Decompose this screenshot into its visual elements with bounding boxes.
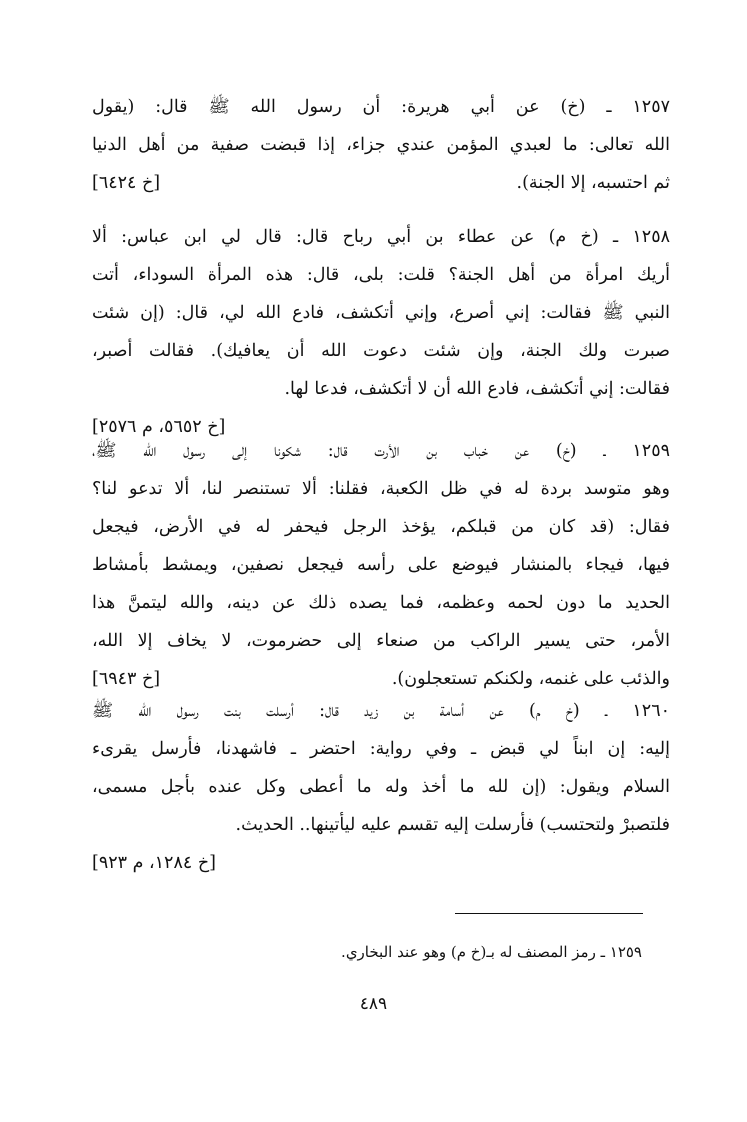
footnote-divider bbox=[455, 913, 643, 914]
text-line: أريك امرأة من أهل الجنة؟ قلت: بلى، قال: هذه المرأة السوداء، أتت bbox=[92, 265, 670, 285]
hadith-reference: [خ ٦٤٢٤] bbox=[92, 173, 161, 193]
hadith-1257 bbox=[92, 88, 670, 202]
text-line: ١٢٥٩ ـ (خ) عن خباب بن الأرت قال: شكونا إلى رسول الله ﷺ، bbox=[92, 441, 670, 461]
text-line: فقالت: إني أتكشف، فادع الله أن لا أتكشف، فدعا لها. bbox=[284, 379, 670, 399]
text-line: فقال: (قد كان من قبلكم، يؤخذ الرجل فيحفر له في الأرض، فيجعل bbox=[92, 517, 670, 537]
hadith-reference: [خ ٦٩٤٣] bbox=[92, 669, 161, 689]
text-line: فيها، فيجاء بالمنشار فيوضع على رأسه فيجعل نصفين، ويمشط بأمشاط bbox=[92, 555, 670, 575]
text-line: صبرت ولك الجنة، وإن شئت دعوت الله أن يعافيك). فقالت أصبر، bbox=[92, 341, 670, 361]
text-line: فلتصبرْ ولتحتسب) فأرسلت إليه تقسم عليه ليأتينها.. الحديث. bbox=[235, 815, 670, 835]
hadith-1260 bbox=[92, 692, 670, 882]
text-line: الحديد ما دون لحمه وعظمه، فما يصده ذلك عن دينه، والله ليتمنَّ هذا bbox=[92, 593, 670, 613]
text-line: ثم احتسبه، إلا الجنة). bbox=[516, 173, 670, 193]
text-line: ١٢٥٧ ـ (خ) عن أبي هريرة: أن رسول الله ﷺ قال: (يقول bbox=[92, 97, 670, 117]
text-line: والذئب على غنمه، ولكنكم تستعجلون). bbox=[391, 669, 670, 689]
page-number: ٤٨٩ bbox=[359, 994, 388, 1014]
text-line: الأمر، حتى يسير الراكب من صنعاء إلى حضرموت، لا يخاف إلا الله، bbox=[92, 631, 670, 651]
hadith-1259 bbox=[92, 432, 670, 698]
text-line: ١٢٦٠ ـ (خ م) عن أسامة بن زيد قال: أرسلت بنت رسول الله ﷺ bbox=[92, 701, 670, 721]
footnote: ١٢٥٩ ـ رمز المصنف له بـ(خ م) وهو عند البخاري. bbox=[341, 943, 642, 961]
text-line: إليه: إن ابناً لي قبض ـ وفي رواية: احتضر ـ فاشهدنا، فأرسل يقرىء bbox=[92, 739, 670, 759]
text-line: النبي ﷺ فقالت: إني أصرع، وإني أتكشف، فادع الله لي، قال: (إن شئت bbox=[92, 303, 670, 323]
text-line-with-reference bbox=[92, 164, 670, 202]
text-line: الله تعالى: ما لعبدي المؤمن عندي جزاء، إذا قبضت صفية من أهل الدنيا bbox=[92, 135, 670, 155]
hadith-1258 bbox=[92, 218, 670, 446]
text-line: السلام ويقول: (إن لله ما أخذ وله ما أعطى وكل عنده بأجل مسمى، bbox=[92, 777, 670, 797]
text-line: ١٢٥٨ ـ (خ م) عن عطاء بن أبي رباح قال: قال لي ابن عباس: ألا bbox=[92, 227, 670, 247]
text-line: وهو متوسد بردة له في ظل الكعبة، فقلنا: ألا تستنصر لنا، ألا تدعو لنا؟ bbox=[92, 479, 670, 499]
hadith-reference: [خ ١٢٨٤، م ٩٢٣] bbox=[92, 853, 216, 873]
hadith-reference: [خ ٥٦٥٢، م ٢٥٧٦] bbox=[92, 417, 226, 437]
